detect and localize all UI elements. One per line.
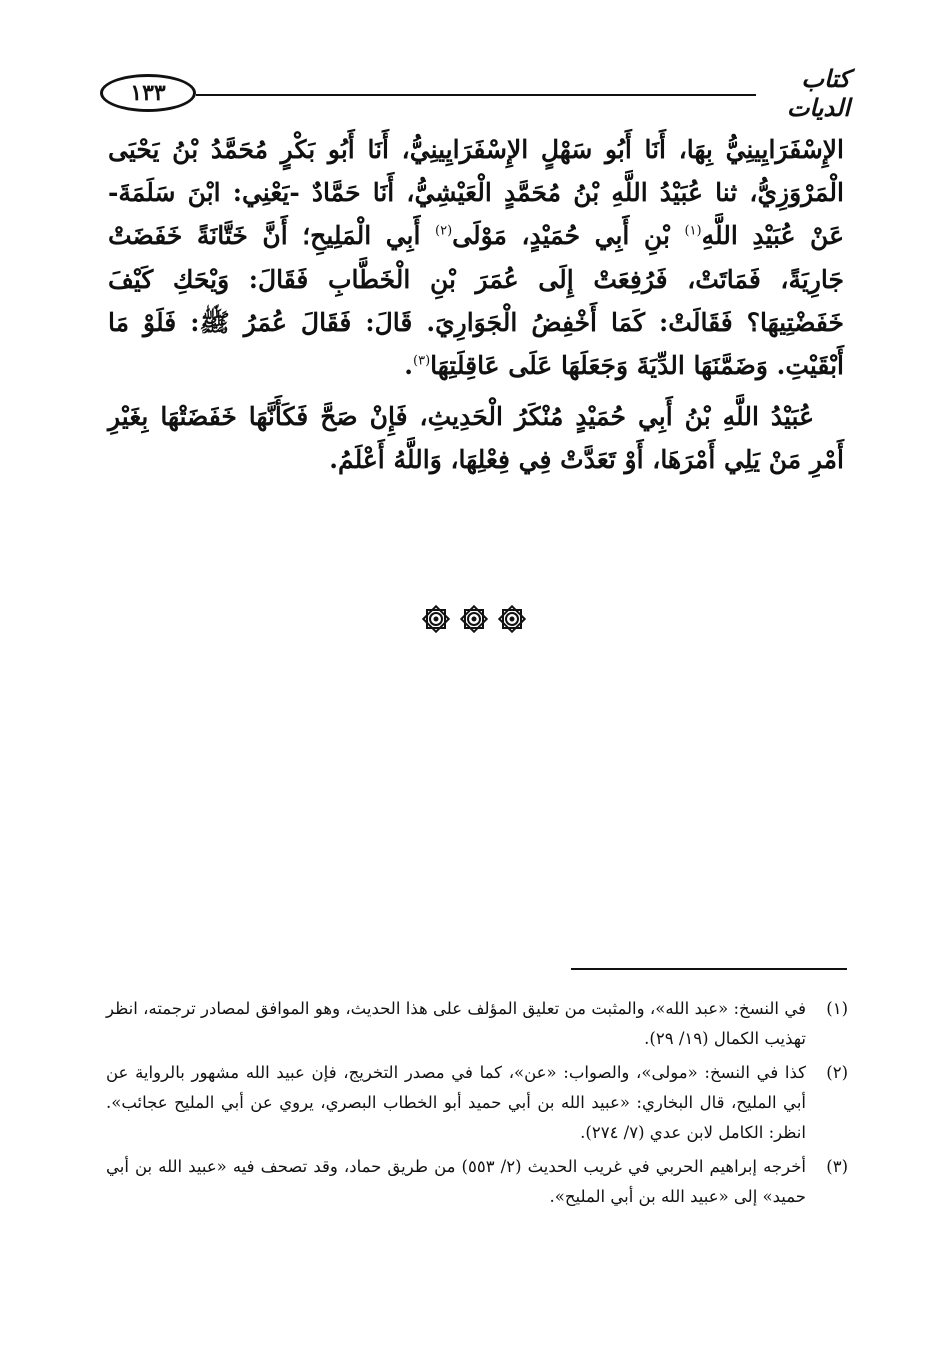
paragraph-text: أَبِي الْمَلِيحِ؛ أَنَّ خَتَّانَةً خَفَضَتْ جَارِيَةً، فَمَاتَتْ، فَرُفِعَتْ إِلَى عُمَرَ بْنِ الْخَطَّابِ فَقَالَ: وَيْحَكِ كَيْفَ خَفَضْتِيهَا؟ فَقَالَتْ: كَمَا أَخْفِضُ الْجَوَارِيَ. قَالَ: فَقَالَ عُمَرُ ﷺ: فَلَوْ مَا أَبْقَيْتِ. وَضَمَّنَهَا الدِّيَةَ وَجَعَلَهَا عَلَى عَاقِلَتِهَا — [108, 221, 844, 381]
footnotes — [106, 994, 848, 1216]
footnote — [106, 994, 848, 1054]
section-divider-ornament — [0, 604, 947, 634]
footnote-separator — [571, 968, 847, 970]
footnote-ref-3[interactable]: (٣) — [413, 353, 431, 369]
paragraph-text: الإِسْفَرَايِينِيُّ بِهَا، أَنَا أَبُو سَهْلٍ الإِسْفَرَايِينِيُّ، أَنَا أَبُو بَكْرٍ مُحَمَّدُ بْنُ يَحْيَى الْمَرْوَزِيُّ، ثنا عُبَيْدُ اللَّهِ بْنُ مُحَمَّدٍ الْعَيْشِيُّ، أَنَا حَمَّادٌ -يَعْنِي: ابْنَ سَلَمَةَ- عَنْ عُبَيْدِ اللَّهِ — [108, 135, 844, 251]
paragraph-hadith — [108, 128, 844, 387]
footnote-ref-2[interactable]: (٢) — [435, 224, 453, 240]
rosette-icon — [497, 604, 527, 634]
rosette-icon — [421, 604, 451, 634]
footnote — [106, 1152, 848, 1212]
main-text — [108, 128, 844, 482]
footnote-text: أخرجه إبراهيم الحربي في غريب الحديث (٢/ ٥٥٣) من طريق حماد، وقد تصحف فيه «عبيد الله بن أبي حميد» إلى «عبيد الله بن أبي المليح». — [106, 1157, 806, 1206]
footnote-ref-1[interactable]: (١) — [684, 224, 702, 240]
footnote-number: (٣) — [826, 1157, 848, 1176]
footnote-text: في النسخ: «عبد الله»، والمثبت من تعليق المؤلف على هذا الحديث، وهو الموافق لمصادر ترجمته، انظر تهذيب الكمال (١٩/ ٢٩). — [106, 999, 806, 1048]
footnote-text: كذا في النسخ: «مولى»، والصواب: «عن»، كما في مصدر التخريج، فإن عبيد الله مشهور بالرواية عن أبي المليح، قال البخاري: «عبيد الله بن أبي حميد أبو الخطاب البصري، يروي عن أبي المليح عجائب». انظر: الكامل لابن عدي (٧/ ٢٧٤). — [106, 1063, 806, 1142]
page-number: ١٣٣ — [100, 74, 196, 112]
paragraph-text: بْنِ أَبِي حُمَيْدٍ، مَوْلَى — [452, 221, 685, 251]
footnote-number: (١) — [826, 999, 848, 1018]
book-title: كتاب الديات — [786, 64, 850, 122]
header-rule — [196, 94, 756, 96]
footnote-number: (٢) — [826, 1063, 848, 1082]
running-header — [100, 64, 850, 122]
paragraph-text: . — [404, 351, 414, 381]
footnote — [106, 1058, 848, 1148]
paragraph-commentary: عُبَيْدُ اللَّهِ بْنُ أَبِي حُمَيْدٍ مُنْكَرُ الْحَدِيثِ، فَإِنْ صَحَّ فَكَأَنَّهَا خَفَضَتْهَا بِغَيْرِ أَمْرِ مَنْ يَلِي أَمْرَهَا، أَوْ تَعَدَّتْ فِي فِعْلِهَا، وَاللَّهُ أَعْلَمُ. — [108, 402, 844, 475]
rosette-icon — [459, 604, 489, 634]
